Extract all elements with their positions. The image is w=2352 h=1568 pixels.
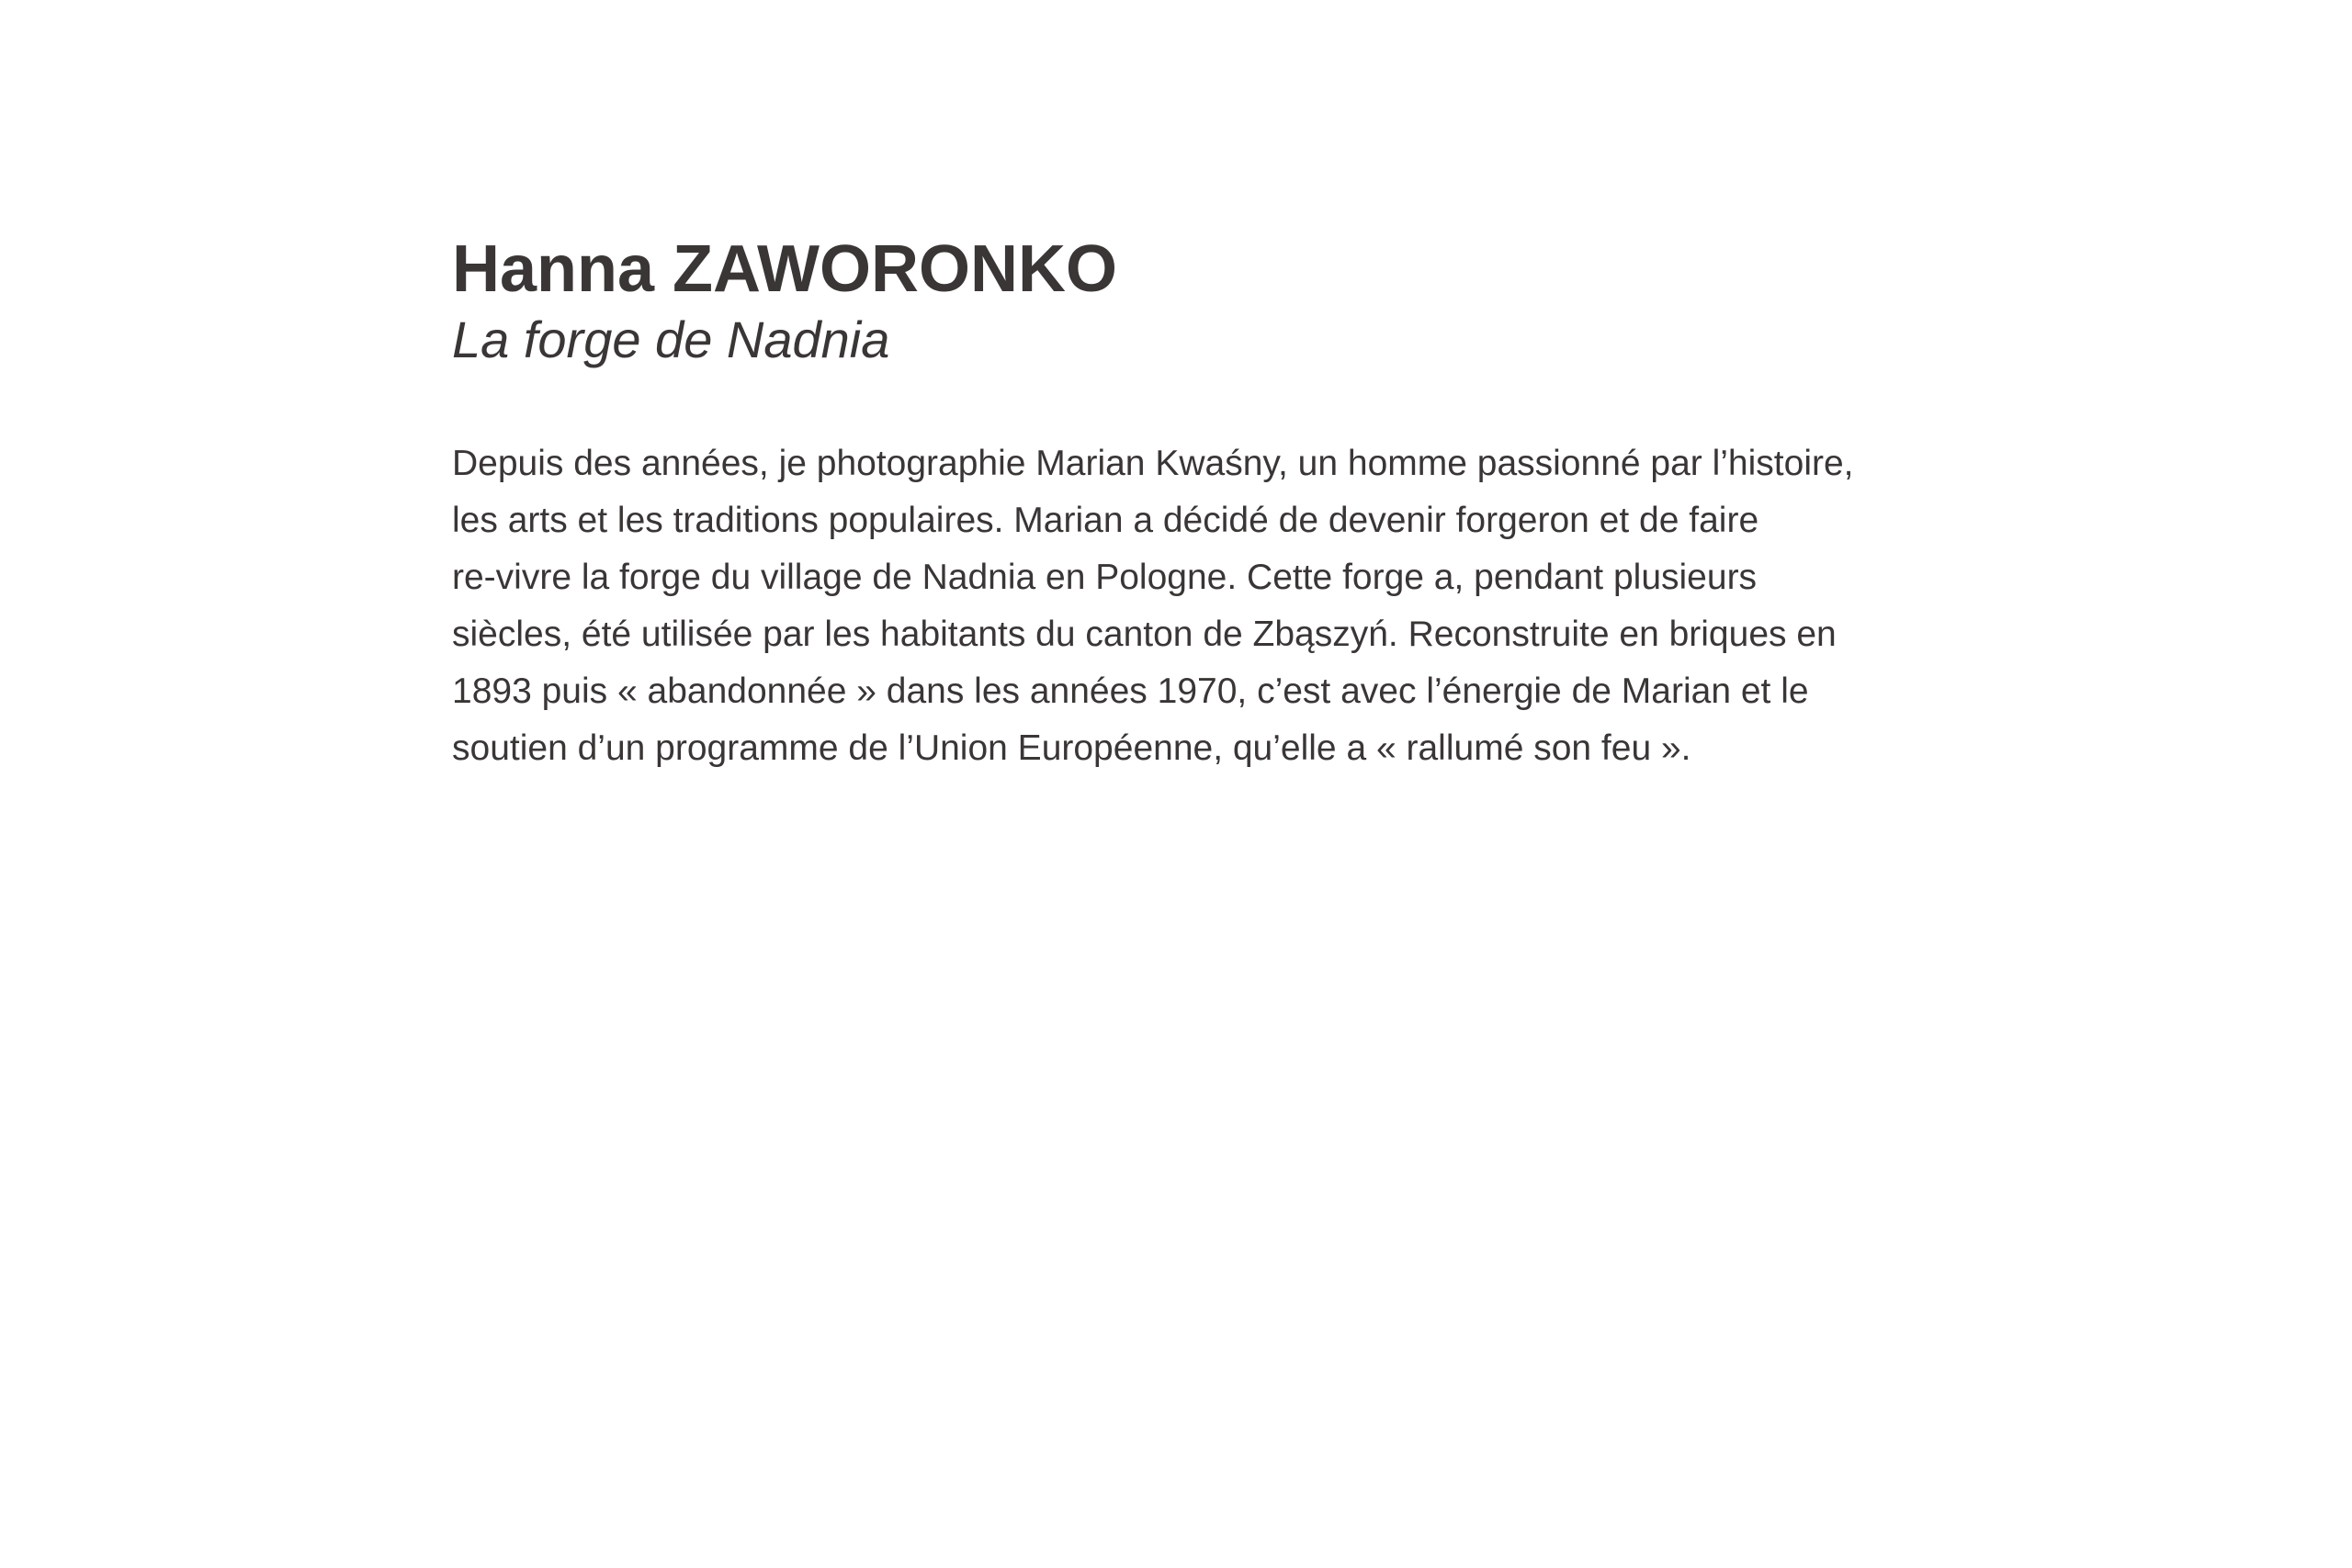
paragraph-line: re-vivre la forge du village de Nadnia en Pologne. Cette forge a, pendant plusieurs bbox=[452, 558, 1758, 597]
paragraph-line: siècles, été utilisée par les habitants du canton de Zbąszyń. Reconstruite en briques en bbox=[452, 615, 1837, 654]
work-title: La forge de Nadnia bbox=[452, 310, 890, 368]
paragraph-line: 1893 puis « abandonnée » dans les années 1970, c’est avec l’énergie de Marian et le bbox=[452, 671, 1809, 711]
body-paragraph bbox=[452, 435, 1959, 777]
paragraph-line: soutien d’un programme de l’Union Européenne, qu’elle a « rallumé son feu ». bbox=[452, 728, 1691, 768]
paragraph-line: les arts et les traditions populaires. Marian a décidé de devenir forgeron et de faire bbox=[452, 501, 1759, 540]
author-name: Hanna ZAWORONKO bbox=[452, 232, 1118, 306]
document bbox=[452, 230, 1959, 777]
paragraph-line: Depuis des années, je photographie Marian Kwaśny, un homme passionné par l’histoire, bbox=[452, 444, 1854, 483]
